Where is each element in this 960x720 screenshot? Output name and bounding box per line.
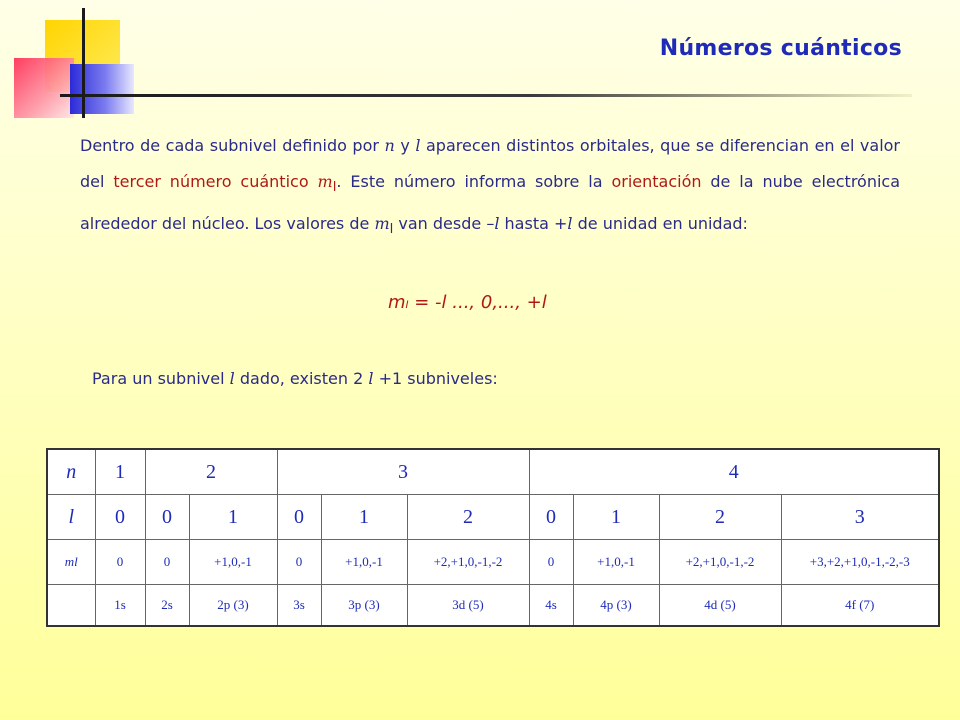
- table-cell: 3p (3): [321, 585, 407, 627]
- table-cell: +2,+1,0,-1,-2: [407, 540, 529, 585]
- table-cell: 0: [277, 495, 321, 540]
- table-cell: 0: [95, 540, 145, 585]
- table-cell: +1,0,-1: [573, 540, 659, 585]
- quantum-numbers-table: [46, 448, 940, 627]
- row-label-l: l: [47, 495, 95, 540]
- table-cell: 4s: [529, 585, 573, 627]
- table-cell: 3: [781, 495, 939, 540]
- row-label-empty: [47, 585, 95, 627]
- table-cell: 1: [95, 449, 145, 495]
- subshell-note: Para un subnivel l dado, existen 2 l +1 subniveles:: [92, 369, 498, 388]
- table-cell: 3d (5): [407, 585, 529, 627]
- table-cell: 0: [529, 495, 573, 540]
- table-cell: 1s: [95, 585, 145, 627]
- table-cell: 2: [659, 495, 781, 540]
- table-cell: 4d (5): [659, 585, 781, 627]
- table-row-orbitals: [47, 585, 939, 627]
- slide-title: Números cuánticos: [659, 36, 902, 61]
- table-cell: 4p (3): [573, 585, 659, 627]
- table-cell: 1: [189, 495, 277, 540]
- table-cell: 4: [529, 449, 939, 495]
- table-cell: 2p (3): [189, 585, 277, 627]
- table-row-ml: [47, 540, 939, 585]
- logo-blue-square: [70, 64, 134, 114]
- title-underline: [60, 94, 912, 97]
- body-paragraph: Dentro de cada subnivel definido por n y l aparecen distintos orbitales, que se diferencian en el valor del tercer número cuántico $m_l$. Este número informa sobre la orientación de la nube electrónica alrededor del núcleo. Los valores de $m_l$ van desde –l hasta +l de unidad en unidad:: [80, 136, 901, 238]
- table-cell: 1: [573, 495, 659, 540]
- table-cell: 4f (7): [781, 585, 939, 627]
- table-cell: 0: [277, 540, 321, 585]
- table-cell: 2: [145, 449, 277, 495]
- table-cell: +2,+1,0,-1,-2: [659, 540, 781, 585]
- row-label-ml: ml: [47, 540, 95, 585]
- table-cell: 2s: [145, 585, 189, 627]
- table-cell: 0: [95, 495, 145, 540]
- table-row-l: [47, 495, 939, 540]
- table-cell: 0: [529, 540, 573, 585]
- table-cell: +1,0,-1: [321, 540, 407, 585]
- table-cell: 3s: [277, 585, 321, 627]
- table-cell: +3,+2,+1,0,-1,-2,-3: [781, 540, 939, 585]
- table-cell: 2: [407, 495, 529, 540]
- row-label-n: n: [47, 449, 95, 495]
- table-cell: 3: [277, 449, 529, 495]
- ml-formula: mₗ = -l ..., 0,..., +l: [388, 292, 547, 313]
- table-row-n: [47, 449, 939, 495]
- logo-red-square: [14, 58, 74, 118]
- table-cell: +1,0,-1: [189, 540, 277, 585]
- table-cell: 1: [321, 495, 407, 540]
- vertical-rule: [82, 8, 85, 118]
- table-cell: 0: [145, 540, 189, 585]
- table-cell: 0: [145, 495, 189, 540]
